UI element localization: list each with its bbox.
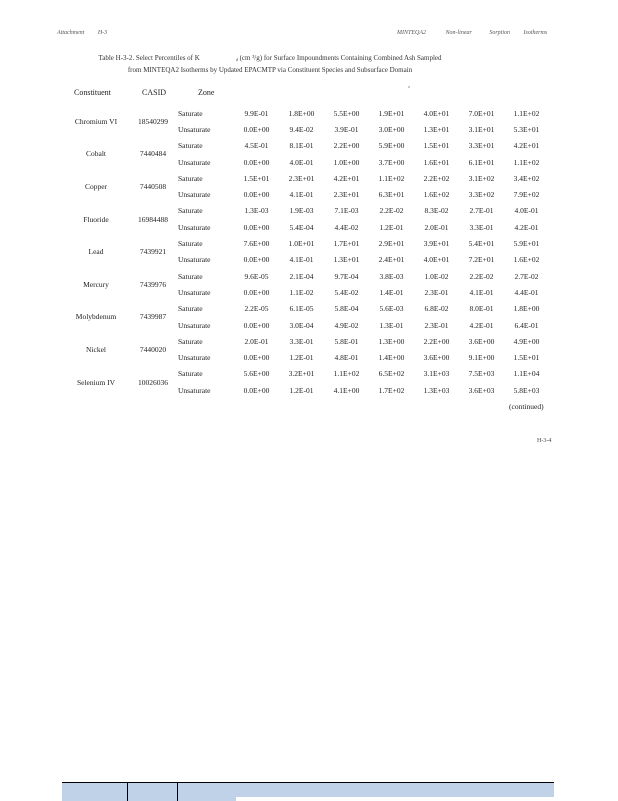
percentile-value: 4.2E-01 [514, 222, 539, 232]
percentile-value: 3.2E+01 [288, 369, 315, 379]
percentile-value: 4.2E+01 [333, 173, 360, 183]
percentile-value: 1.3E-03 [244, 206, 269, 216]
casid-value: 7439976 [139, 279, 167, 289]
table-header-band [236, 797, 554, 801]
running-header-left [57, 30, 107, 36]
percentile-value: 3.1E+01 [468, 124, 495, 134]
header-item: MINTEQA2 [397, 30, 426, 36]
percentile-value: 5.8E+03 [513, 385, 540, 395]
percentile-value: 1.3E+01 [423, 124, 450, 134]
percentile-value: 2.1E-04 [289, 271, 314, 281]
running-header-right [397, 30, 547, 36]
zone-label: Saturate [178, 173, 203, 183]
percentile-value: 2.2E+02 [423, 173, 450, 183]
percentile-value: 8.3E-02 [424, 206, 449, 216]
page-number: H-3-4 [537, 438, 552, 444]
table-caption [60, 53, 480, 75]
percentile-value: 9.6E-05 [244, 271, 269, 281]
casid-value: 7440508 [139, 181, 167, 191]
percentile-value: 5.4E-02 [334, 287, 359, 297]
column-header-casid: CASID [142, 88, 167, 97]
percentile-value: 0.0E+00 [243, 255, 270, 265]
constituent-name: Chromium VI [74, 116, 118, 126]
data-table [64, 105, 549, 398]
percentile-value: 3.6E+03 [468, 385, 495, 395]
percentile-value: 0.0E+00 [243, 190, 270, 200]
percentile-value: 5.4E+01 [468, 239, 495, 249]
percentile-value: 1.6E+02 [513, 255, 540, 265]
percentile-value: 3.1E+03 [423, 369, 450, 379]
caption-line-1 [60, 53, 480, 65]
percentile-value: 3.7E+00 [378, 157, 405, 167]
percentile-value: 3.9E-01 [334, 124, 359, 134]
percentile-value: 3.8E-03 [379, 271, 404, 281]
table-divider [127, 783, 128, 801]
percentile-value: 2.3E+01 [288, 173, 315, 183]
percentile-value: 7.6E+00 [243, 239, 270, 249]
percentile-value: 0.0E+00 [243, 385, 270, 395]
percentile-value: 0.0E+00 [243, 222, 270, 232]
percentile-value: 1.6E+02 [423, 190, 450, 200]
percentile-value: 2.0E-01 [424, 222, 449, 232]
zone-label: Saturate [178, 271, 203, 281]
percentile-value: 0.0E+00 [243, 353, 270, 363]
constituent-name: Copper [84, 181, 108, 191]
percentile-value: 3.0E-04 [289, 320, 314, 330]
caption-line-1-post: (cm ³/g) for Surface Impoundments Containing Combined Ash Sampled [239, 54, 442, 62]
percentile-value: 7.1E-03 [334, 206, 359, 216]
percentile-value: 1.1E-02 [289, 287, 314, 297]
zone-label: Unsaturate [178, 222, 211, 232]
casid-value: 7439921 [139, 247, 167, 257]
percentile-value: 5.6E-03 [379, 304, 404, 314]
percentile-value: 1.5E+01 [243, 173, 270, 183]
footnote-marker: a [408, 84, 410, 89]
percentile-value: 4.0E+01 [423, 255, 450, 265]
percentile-value: 2.9E+01 [378, 239, 405, 249]
constituent-name: Molybdenum [75, 312, 117, 322]
zone-label: Saturate [178, 239, 203, 249]
percentile-value: 1.3E+03 [423, 385, 450, 395]
percentile-value: 1.6E+01 [423, 157, 450, 167]
percentile-value: 4.0E-01 [514, 206, 539, 216]
percentile-value: 3.1E+02 [468, 173, 495, 183]
percentile-value: 4.5E-01 [244, 141, 269, 151]
zone-label: Unsaturate [178, 385, 211, 395]
table-row [64, 235, 549, 251]
percentile-value: 3.4E+02 [513, 173, 540, 183]
constituent-name: Lead [88, 247, 104, 257]
percentile-value: 5.9E+00 [378, 141, 405, 151]
percentile-value: 2.2E+00 [333, 141, 360, 151]
percentile-value: 1.5E+01 [513, 353, 540, 363]
percentile-value: 3.0E+00 [378, 124, 405, 134]
table-row [64, 203, 549, 219]
percentile-value: 1.2E-01 [289, 353, 314, 363]
percentile-value: 1.8E+00 [513, 304, 540, 314]
casid-value: 18540299 [138, 116, 168, 126]
percentile-value: 8.1E-01 [289, 141, 314, 151]
table-row [64, 170, 549, 186]
percentile-value: 1.1E+02 [333, 369, 360, 379]
percentile-value: 4.1E-01 [469, 287, 494, 297]
percentile-value: 0.0E+00 [243, 287, 270, 297]
percentile-value: 0.0E+00 [243, 157, 270, 167]
table-row [64, 366, 549, 382]
caption-line-2: from MINTEQA2 Isotherms by Updated EPACMTP via Constituent Species and Subsurface Domain [127, 66, 413, 74]
percentile-value: 2.3E-01 [424, 287, 449, 297]
percentile-value: 1.9E-03 [289, 206, 314, 216]
percentile-value: 2.3E+01 [333, 190, 360, 200]
percentile-value: 7.9E+02 [513, 190, 540, 200]
percentile-value: 2.7E-02 [514, 271, 539, 281]
percentile-value: 1.1E+02 [513, 157, 540, 167]
percentile-value: 1.3E-01 [379, 320, 404, 330]
percentile-value: 1.7E+02 [378, 385, 405, 395]
percentile-value: 6.8E-02 [424, 304, 449, 314]
percentile-value: 0.0E+00 [243, 320, 270, 330]
zone-label: Unsaturate [178, 353, 211, 363]
percentile-value: 3.9E+01 [423, 239, 450, 249]
percentile-value: 4.4E-01 [514, 287, 539, 297]
percentile-value: 1.1E+04 [513, 369, 540, 379]
percentile-value: 9.1E+00 [468, 353, 495, 363]
zone-label: Saturate [178, 206, 203, 216]
zone-label: Unsaturate [178, 157, 211, 167]
header-attachment: Attachment [57, 30, 85, 36]
percentile-value: 1.9E+01 [378, 108, 405, 118]
percentile-value: 2.2E-05 [244, 304, 269, 314]
casid-value: 10026036 [138, 377, 168, 387]
percentile-value: 4.8E-01 [334, 353, 359, 363]
percentile-value: 5.6E+00 [243, 369, 270, 379]
data-table-body [64, 105, 549, 398]
percentile-value: 3.3E+01 [468, 141, 495, 151]
percentile-value: 1.5E+01 [423, 141, 450, 151]
zone-label: Unsaturate [178, 320, 211, 330]
percentile-value: 1.3E+01 [333, 255, 360, 265]
percentile-value: 4.1E-01 [289, 255, 314, 265]
percentile-value: 3.6E+00 [468, 336, 495, 346]
table-divider [177, 783, 178, 801]
percentile-value: 4.2E-01 [469, 320, 494, 330]
table-row [64, 301, 549, 317]
percentile-value: 2.4E+01 [378, 255, 405, 265]
percentile-value: 6.5E+02 [378, 369, 405, 379]
percentile-value: 4.9E-02 [334, 320, 359, 330]
percentile-value: 1.1E+02 [513, 108, 540, 118]
percentile-value: 2.3E-01 [424, 320, 449, 330]
percentile-value: 5.3E+01 [513, 124, 540, 134]
continued-note: (continued) [509, 402, 544, 411]
zone-label: Unsaturate [178, 124, 211, 134]
header-item: Sorption [489, 30, 511, 36]
percentile-value: 6.1E-05 [289, 304, 314, 314]
percentile-value: 1.4E+00 [378, 353, 405, 363]
percentile-value: 1.4E-01 [379, 287, 404, 297]
percentile-value: 1.0E+00 [333, 157, 360, 167]
percentile-value: 8.0E-01 [469, 304, 494, 314]
percentile-value: 4.9E+00 [513, 336, 540, 346]
caption-line-1-pre: Table H-3-2. Select Percentiles of K [98, 54, 200, 62]
casid-value: 7440484 [139, 149, 167, 159]
percentile-value: 4.0E+01 [423, 108, 450, 118]
percentile-value: 2.2E-02 [379, 206, 404, 216]
zone-label: Saturate [178, 141, 203, 151]
percentile-value: 5.8E-04 [334, 304, 359, 314]
casid-value: 7440020 [139, 344, 167, 354]
zone-label: Saturate [178, 336, 203, 346]
percentile-value: 6.1E+01 [468, 157, 495, 167]
percentile-value: 4.1E+00 [333, 385, 360, 395]
percentile-value: 1.7E+01 [333, 239, 360, 249]
percentile-value: 5.4E-04 [289, 222, 314, 232]
percentile-value: 1.2E-01 [379, 222, 404, 232]
percentile-value: 7.2E+01 [468, 255, 495, 265]
percentile-value: 4.1E-01 [289, 190, 314, 200]
percentile-value: 4.0E-01 [289, 157, 314, 167]
percentile-value: 3.3E+02 [468, 190, 495, 200]
percentile-value: 0.0E+00 [243, 124, 270, 134]
column-header-constituent: Constituent [74, 88, 111, 97]
percentile-value: 6.3E+01 [378, 190, 405, 200]
table-row [64, 333, 549, 349]
zone-label: Unsaturate [178, 255, 211, 265]
percentile-value: 6.4E-01 [514, 320, 539, 330]
percentile-value: 7.0E+01 [468, 108, 495, 118]
percentile-value: 1.1E+02 [378, 173, 405, 183]
zone-label: Saturate [178, 108, 203, 118]
percentile-value: 2.0E-01 [244, 336, 269, 346]
percentile-value: 3.6E+00 [423, 353, 450, 363]
constituent-name: Cobalt [86, 149, 106, 159]
table-row [64, 138, 549, 154]
percentile-value: 2.7E-01 [469, 206, 494, 216]
percentile-value: 1.3E+00 [378, 336, 405, 346]
header-item: Isotherms [523, 30, 548, 36]
zone-label: Saturate [178, 369, 203, 379]
percentile-value: 7.5E+03 [468, 369, 495, 379]
table-row [64, 105, 549, 121]
percentile-value: 2.2E+00 [423, 336, 450, 346]
percentile-value: 4.2E+01 [513, 141, 540, 151]
header-appendix: H-3 [97, 30, 108, 36]
casid-value: 16984488 [138, 214, 168, 224]
percentile-value: 5.9E+01 [513, 239, 540, 249]
percentile-value: 1.8E+00 [288, 108, 315, 118]
zone-label: Unsaturate [178, 287, 211, 297]
casid-value: 7439987 [139, 312, 167, 322]
constituent-name: Selenium IV [76, 377, 116, 387]
constituent-name: Nickel [86, 344, 106, 354]
percentile-value: 2.2E-02 [469, 271, 494, 281]
table-row [64, 268, 549, 284]
percentile-value: 5.8E-01 [334, 336, 359, 346]
percentile-value: 3.3E-01 [289, 336, 314, 346]
percentile-value: 9.7E-04 [334, 271, 359, 281]
header-item: Non-linear [445, 30, 472, 36]
constituent-name: Fluoride [83, 214, 109, 224]
column-header-zone: Zone [198, 88, 215, 97]
next-page-table-fragment [62, 782, 554, 801]
percentile-value: 4.4E-02 [334, 222, 359, 232]
percentile-value: 1.2E-01 [289, 385, 314, 395]
percentile-value: 3.3E-01 [469, 222, 494, 232]
percentile-value: 9.9E-01 [244, 108, 269, 118]
zone-label: Saturate [178, 304, 203, 314]
zone-label: Unsaturate [178, 190, 211, 200]
percentile-value: 9.4E-02 [289, 124, 314, 134]
percentile-value: 1.0E+01 [288, 239, 315, 249]
percentile-value: 5.5E+00 [333, 108, 360, 118]
constituent-name: Mercury [83, 279, 109, 289]
caption-subscript: d [235, 57, 238, 62]
percentile-value: 1.0E-02 [424, 271, 449, 281]
